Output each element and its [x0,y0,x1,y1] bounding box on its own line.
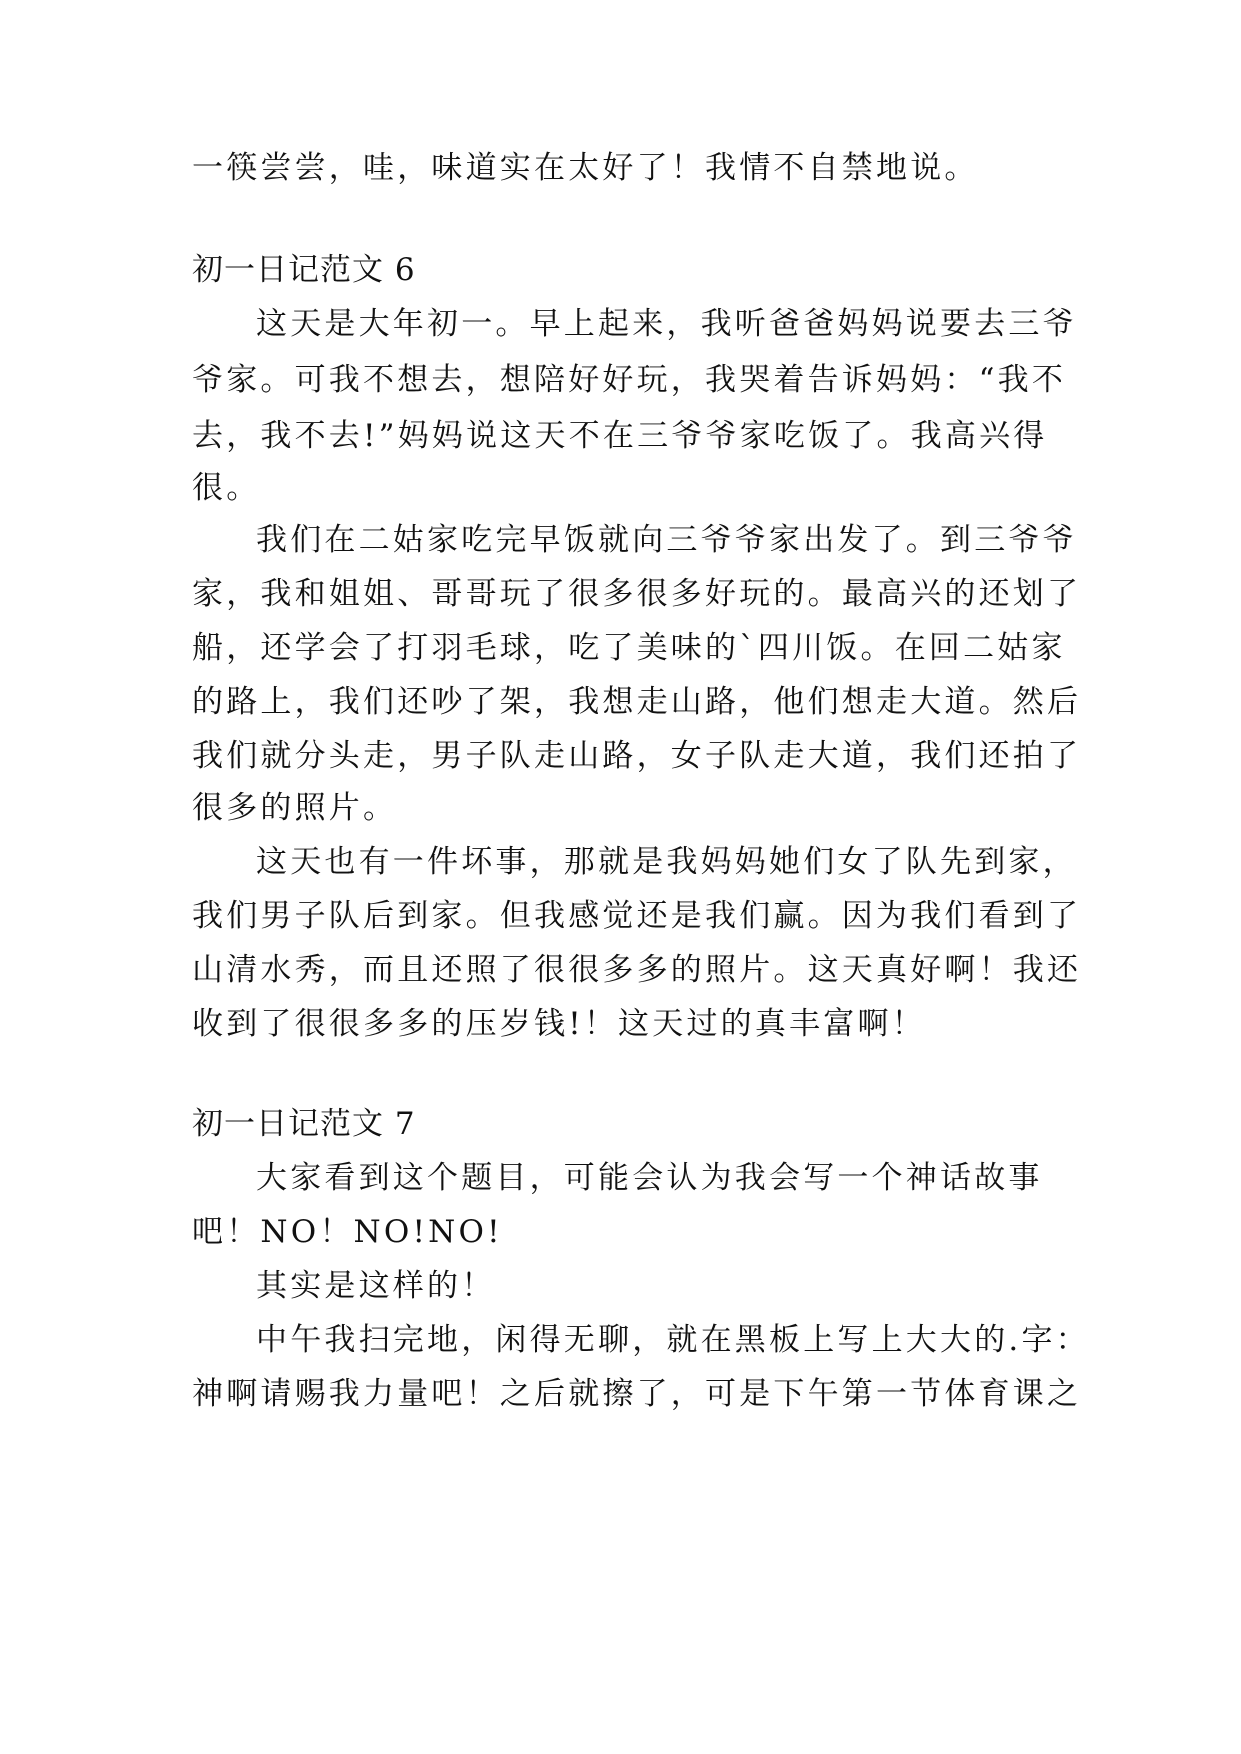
section-6-line: 很多的照片。 [192,790,398,826]
section-6-line: 很。 [192,470,261,506]
section-6-line: 我们男子队后到家。但我感觉还是我们赢。因为我们看到了 [192,898,1082,934]
section-6-line: 爷家。可我不想去，想陪好好玩，我哭着告诉妈妈：“我不 [192,362,1067,398]
section-7-line: 其实是这样的！ [256,1268,496,1304]
section-6-line: 收到了很很多多的压岁钱!！这天过的真丰富啊！ [192,1006,926,1042]
section-6-line: 去，我不去!”妈妈说这天不在三爷爷家吃饭了。我高兴得 [192,418,1048,454]
section-6-line: 这天也有一件坏事，那就是我妈妈她们女了队先到家， [256,844,1077,880]
section-7-title: 初一日记范文 7 [192,1106,416,1142]
section-6-line: 船，还学会了打羽毛球，吃了美味的`四川饭。在回二姑家 [192,630,1066,666]
section-6-title: 初一日记范文 6 [192,252,416,288]
section-6-line: 的路上，我们还吵了架，我想走山路，他们想走大道。然后 [192,684,1082,720]
section-7-line: 中午我扫完地，闲得无聊，就在黑板上写上大大的.字： [256,1322,1090,1358]
section-7-line: 大家看到这个题目，可能会认为我会写一个神话故事 [256,1160,1043,1196]
section-6-line: 我们在二姑家吃完早饭就向三爷爷家出发了。到三爷爷 [256,522,1077,558]
section-6-line: 我们就分头走，男子队走山路，女子队走大道，我们还拍了 [192,738,1082,774]
continuation-line: 一筷尝尝，哇，味道实在太好了！我情不自禁地说。 [192,150,979,186]
section-7-line: 神啊请赐我力量吧！之后就擦了，可是下午第一节体育课之 [192,1376,1082,1412]
section-6-line: 家，我和姐姐、哥哥玩了很多很多好玩的。最高兴的还划了 [192,576,1082,612]
section-7-line: 吧！NO！NO!NO! [192,1214,503,1250]
section-6-line: 山清水秀，而且还照了很很多多的照片。这天真好啊！我还 [192,952,1082,988]
section-6-line: 这天是大年初一。早上起来，我听爸爸妈妈说要去三爷 [256,306,1077,342]
